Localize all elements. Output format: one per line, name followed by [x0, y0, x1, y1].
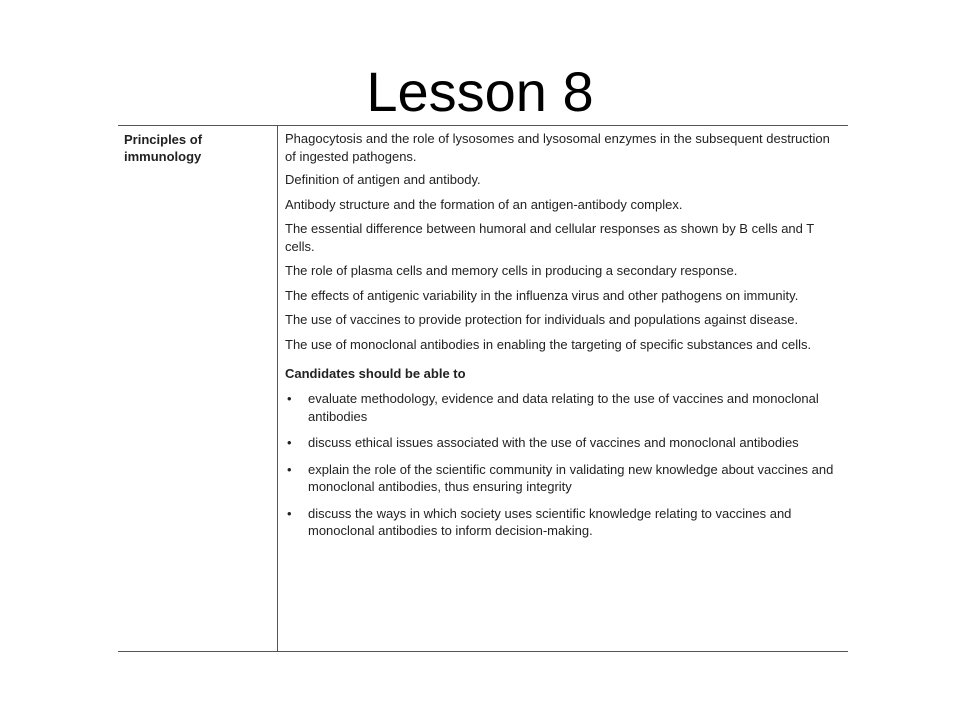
- statement-antibody-structure: Antibody structure and the formation of an antigen-antibody complex.: [285, 196, 683, 212]
- bullet-icon: •: [287, 505, 292, 521]
- list-item: [285, 505, 838, 540]
- bullet-icon: •: [287, 391, 292, 406]
- statement-plasma-memory-cells: The role of plasma cells and memory cells in producing a secondary response.: [285, 263, 738, 278]
- statement-antigen-definition: Definition of antigen and antibody.: [285, 172, 481, 187]
- statement-humoral-cellular: The essential difference between humoral and cellular responses as shown by B cells and T cells.: [285, 221, 814, 254]
- topic-column: [118, 126, 278, 651]
- list-item: [285, 461, 838, 496]
- statement-phagocytosis: Phagocytosis and the role of lysosomes and lysosomal enzymes in the subsequent destruction of ingested pathogens.: [285, 131, 830, 164]
- statement-antigenic-variability: The effects of antigenic variability in the influenza virus and other pathogens on immunity.: [285, 287, 799, 303]
- specification-table: [118, 125, 848, 652]
- list-item: [285, 434, 838, 452]
- statement-monoclonal-antibodies: The use of monoclonal antibodies in enabling the targeting of specific substances and cells.: [285, 336, 812, 352]
- candidates-list: [285, 390, 848, 540]
- list-item-text: discuss ethical issues associated with the use of vaccines and monoclonal antibodies: [308, 435, 799, 450]
- topic-heading: Principles of immunology: [124, 132, 203, 164]
- statement-vaccines: The use of vaccines to provide protection for individuals and populations against disease.: [285, 312, 799, 327]
- slide-title: Lesson 8: [366, 60, 594, 123]
- bullet-icon: •: [287, 461, 292, 477]
- bullet-icon: •: [287, 435, 292, 450]
- content-column: [278, 126, 848, 651]
- candidates-heading: Candidates should be able to: [285, 366, 466, 381]
- list-item-text: evaluate methodology, evidence and data relating to the use of vaccines and monoclonal antibodies: [308, 391, 819, 424]
- list-item-text: explain the role of the scientific community in validating new knowledge about vaccines and monoclonal antibodies, thus ensuring integrity: [308, 461, 834, 494]
- list-item-text: discuss the ways in which society uses scientific knowledge relating to vaccines and monoclonal antibodies to inform decision-making.: [308, 505, 792, 538]
- list-item: [285, 390, 838, 425]
